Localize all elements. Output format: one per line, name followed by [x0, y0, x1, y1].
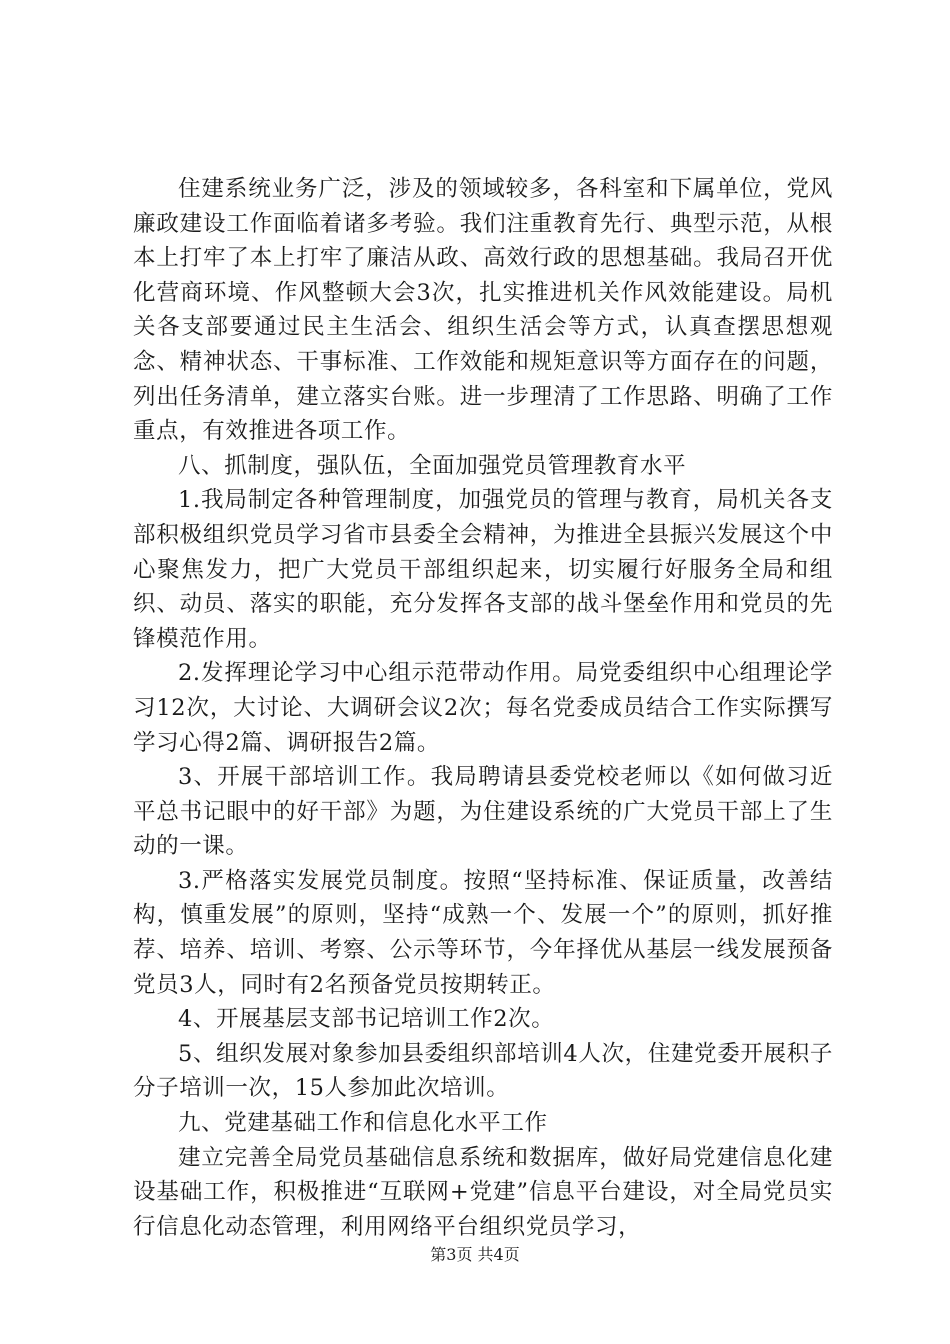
document-body — [133, 172, 833, 1244]
section-heading-8: 八、抓制度，强队伍，全面加强党员管理教育水平 — [178, 452, 687, 479]
paragraph-item-1: 1.我局制定各种管理制度，加强党员的管理与教育，局机关各支部积极组织党员学习省市县委全会精神，为推进全县振兴发展这个中心聚焦发力，把广大党员干部组织起来，切实履行好服务全局和组织、动员、落实的职能，充分发挥各支部的战斗堡垒作用和党员的先锋模范作用。 — [133, 487, 833, 652]
section-heading-9: 九、党建基础工作和信息化水平工作 — [178, 1110, 548, 1137]
paragraph-item-3-training: 3、开展干部培训工作。我局聘请县委党校老师以《如何做习近平总书记眼中的好干部》为题，为住建设系统的广大党员干部上了生动的一课。 — [133, 764, 833, 860]
paragraph-item-3-membership: 3.严格落实发展党员制度。按照“坚持标准、保证质量，改善结构，慎重发展”的原则，坚持“成熟一个、发展一个”的原则，抓好推荐、培养、培训、考察、公示等环节，今年择优从基层一线发展预备党员3人，同时有2名预备党员按期转正。 — [133, 867, 833, 998]
paragraph-informatization: 建立完善全局党员基础信息系统和数据库，做好局党建信息化建设基础工作，积极推进“互联网+党建”信息平台建设，对全局党员实行信息化动态管理，利用网络平台组织党员学习， — [133, 1144, 833, 1240]
page-footer: 第3页 共4页 — [430, 1245, 520, 1264]
paragraph-item-5: 5、组织发展对象参加县委组织部培训4人次，住建党委开展积子分子培训一次，15人参加此次培训。 — [133, 1040, 833, 1102]
paragraph-item-2: 2.发挥理论学习中心组示范带动作用。局党委组织中心组理论学习12次，大讨论、大调研会议2次；每名党委成员结合工作实际撰写学习心得2篇、调研报告2篇。 — [133, 660, 833, 756]
paragraph-intro: 住建系统业务广泛，涉及的领域较多，各科室和下属单位，党风廉政建设工作面临着诸多考验。我们注重教育先行、典型示范，从根本上打牢了本上打牢了廉洁从政、高效行政的思想基础。我局召开优化营商环境、作风整顿大会3次，扎实推进机关作风效能建设。局机关各支部要通过民主生活会、组织生活会等方式，认真查摆思想观念、精神状态、干事标准、工作效能和规矩意识等方面存在的问题，列出任务清单，建立落实台账。进一步理清了工作思路、明确了工作重点，有效推进各项工作。 — [133, 176, 833, 445]
paragraph-item-4: 4、开展基层支部书记培训工作2次。 — [178, 1006, 555, 1033]
